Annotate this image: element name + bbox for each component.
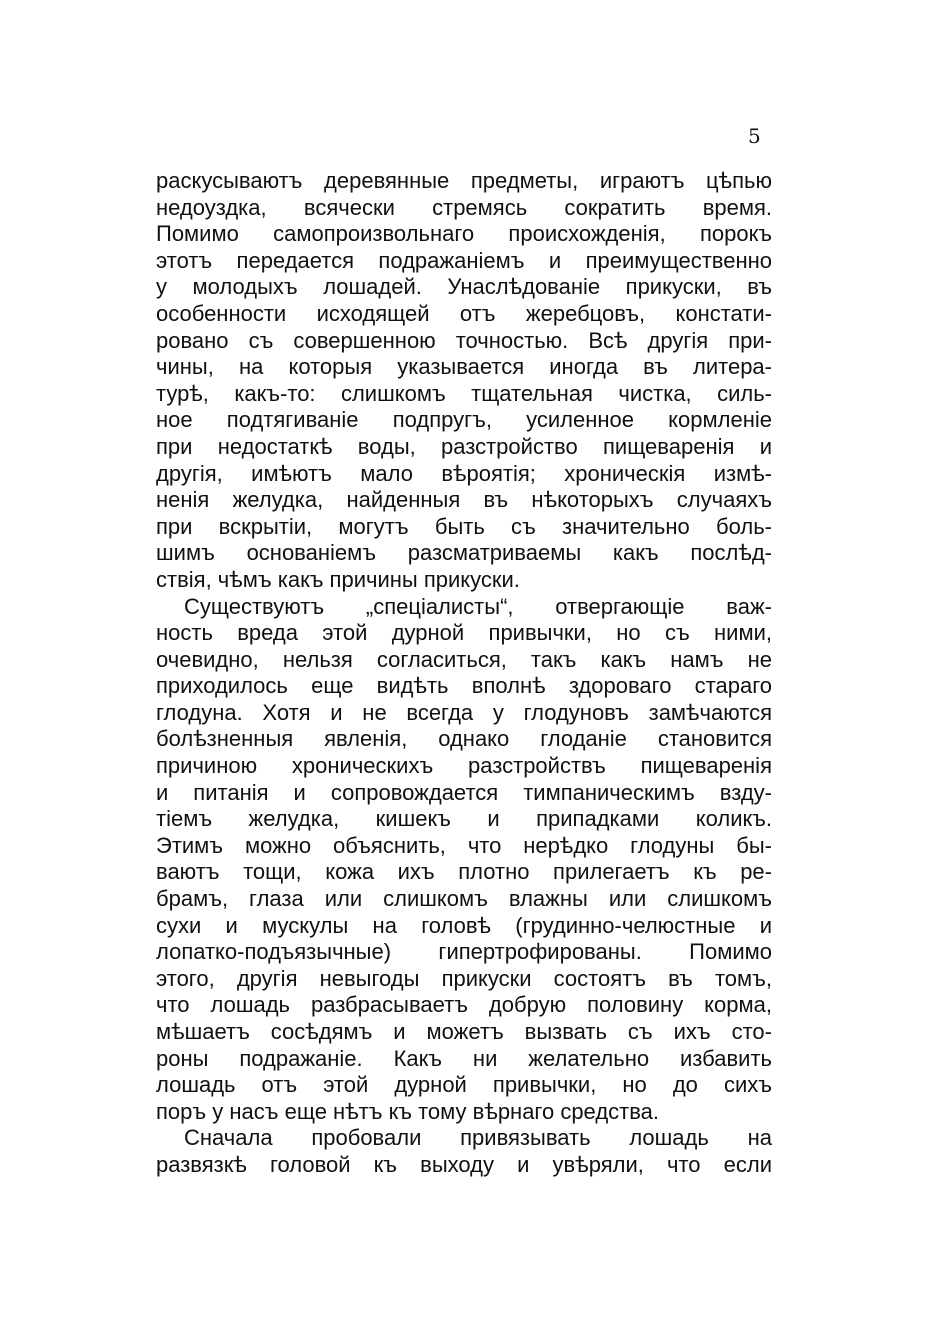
text-line: у молодыхъ лошадей. Унаслѣдованіе прикуски, въ <box>156 274 772 300</box>
paragraph-3 <box>156 1125 772 1178</box>
text-line: особенности исходящей отъ жеребцовъ, констати- <box>156 300 772 326</box>
text-line: ровано съ совершенною точностью. Всѣ другія при- <box>156 327 772 353</box>
text-line: Существуютъ „спеціалисты“, отвергающіе важ- <box>184 593 772 619</box>
text-line: раскусываютъ деревянные предметы, играютъ цѣпью <box>156 168 772 193</box>
text-line: роны подражаніе. Какъ ни желательно избавить <box>156 1045 772 1071</box>
text-line: развязкѣ головой къ выходу и увѣряли, что если <box>156 1151 772 1177</box>
text-line: что лошадь разбрасываетъ добрую половину корма, <box>156 992 772 1018</box>
text-line: лопатко-подъязычные) гипертрофированы. Помимо <box>156 939 772 965</box>
text-line: недоуздка, всячески стремясь сократить время. <box>156 194 772 220</box>
text-line: сухи и мускулы на головѣ (грудинно-челюстные и <box>156 912 772 938</box>
text-line: турѣ, какъ-то: слишкомъ тщательная чистка, силь- <box>156 380 772 406</box>
text-line: этого, другія невыгоды прикуски состоятъ въ томъ, <box>156 965 772 991</box>
text-line: при вскрытіи, могутъ быть съ значительно боль- <box>156 513 772 539</box>
text-line: мѣшаетъ сосѣдямъ и можетъ вызвать съ ихъ сто- <box>156 1019 772 1044</box>
text-line: Этимъ можно объяснить, что нерѣдко глодуны бы- <box>156 832 772 858</box>
text-line: Помимо самопроизвольнаго происхожденія, порокъ <box>156 221 772 247</box>
text-line: болѣзненныя явленія, однако глоданіе становится <box>156 726 772 752</box>
page-number: 5 <box>748 124 761 148</box>
text-line: ное подтягиваніе подпругъ, усиленное кормленіе <box>156 407 772 433</box>
text-line: ваютъ тощи, кожа ихъ плотно прилегаетъ къ ре- <box>156 859 772 885</box>
text-line: тіемъ желудка, кишекъ и припадками коликъ. <box>156 806 772 832</box>
text-line: причиною хроническихъ разстройствъ пищеваренія <box>156 753 772 779</box>
text-line: поръ у насъ еще нѣтъ къ тому вѣрнаго средства. <box>156 1098 660 1124</box>
paragraph-1 <box>156 168 772 594</box>
text-line: ствія, чѣмъ какъ причины прикуски. <box>156 566 520 592</box>
text-line: Сначала пробовали привязывать лошадь на <box>184 1125 772 1151</box>
text-line: очевидно, нельзя согласиться, такъ какъ намъ не <box>156 646 772 672</box>
text-line: чины, на которыя указывается иногда въ литера- <box>156 354 772 380</box>
text-line: лошадь отъ этой дурной привычки, но до сихъ <box>156 1072 772 1098</box>
text-line: глодуна. Хотя и не всегда у глодуновъ замѣчаются <box>156 699 772 725</box>
text-line: шимъ основаніемъ разсматриваемы какъ послѣд- <box>156 540 772 566</box>
text-line: ность вреда этой дурной привычки, но съ ними, <box>156 620 772 646</box>
text-line: и питанія и сопровождается тимпаническимъ взду- <box>156 779 772 805</box>
text-line: при недостаткѣ воды, разстройство пищеваренія и <box>156 433 772 459</box>
paragraph-2 <box>156 594 772 1126</box>
text-line: другія, имѣютъ мало вѣроятія; хроническія измѣ- <box>156 460 772 486</box>
text-line: этотъ передается подражаніемъ и преимущественно <box>156 247 772 273</box>
body-text <box>156 168 772 1179</box>
text-line: ненія желудка, найденныя въ нѣкоторыхъ случаяхъ <box>156 487 772 513</box>
text-line: брамъ, глаза или слишкомъ влажны или слишкомъ <box>156 886 772 912</box>
text-line: приходилось еще видѣть вполнѣ здороваго стараго <box>156 673 772 699</box>
